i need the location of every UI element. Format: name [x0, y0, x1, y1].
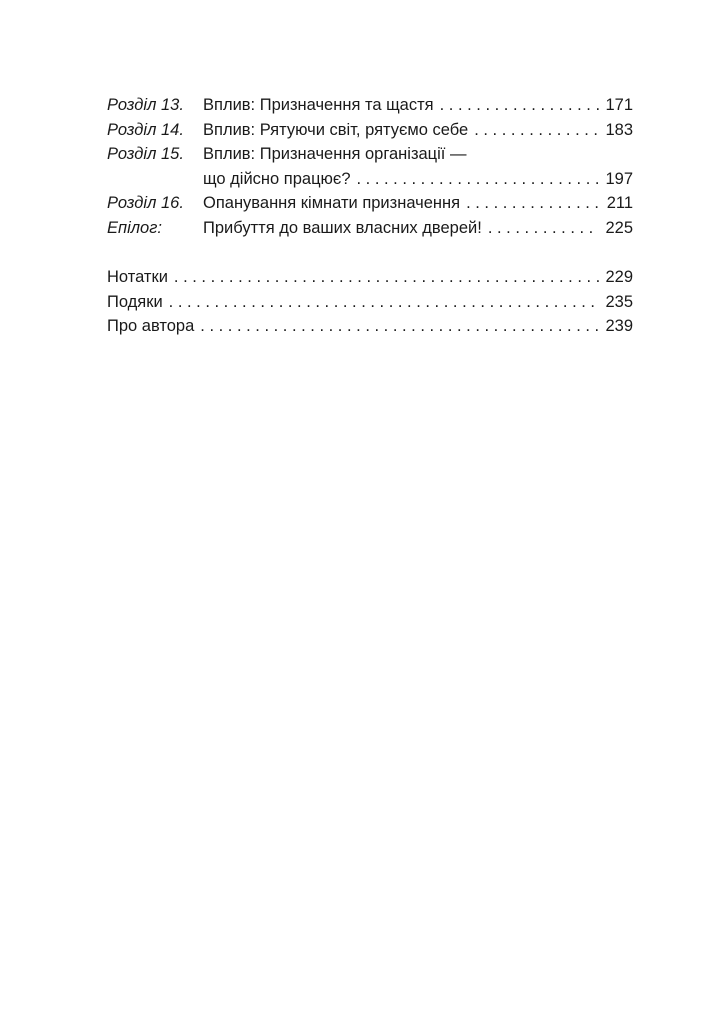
page-number: 229 [605, 268, 633, 286]
toc-entry-chapter-15-continued[interactable] [107, 167, 633, 192]
chapter-title: Вплив: Рятуючи світ, рятуємо себе [203, 120, 469, 139]
dot-leader [474, 118, 599, 143]
toc-entry-epilogue[interactable] [107, 216, 633, 241]
toc-entry-notes[interactable] [107, 265, 633, 290]
dot-leader [174, 265, 599, 290]
chapter-title: Опанування кімнати призначення [203, 194, 461, 212]
page-number: 235 [605, 292, 633, 311]
page-number: 171 [605, 96, 633, 114]
toc-chapters-list [107, 93, 633, 240]
chapter-title: Вплив: Призначення та щастя [203, 96, 434, 114]
toc-back-matter-list [107, 265, 633, 339]
chapter-label: Епілог: [107, 218, 162, 237]
page-number: 211 [606, 194, 633, 212]
dot-leader [488, 216, 599, 241]
entry-title: Подяки [107, 292, 163, 311]
page-number: 197 [605, 169, 633, 188]
page-number: 225 [605, 218, 633, 237]
chapter-label: Розділ 16. [107, 194, 184, 212]
chapter-label: Розділ 14. [107, 120, 184, 139]
chapter-title-continued: що дійсно працює? [203, 169, 351, 188]
chapter-label: Розділ 15. [107, 145, 184, 163]
toc-entry-chapter-13[interactable] [107, 93, 633, 118]
chapter-title: Вплив: Призначення організації — [203, 145, 467, 163]
dot-leader [357, 167, 600, 192]
dot-leader [200, 314, 599, 339]
chapter-label: Розділ 13. [107, 96, 184, 114]
toc-entry-chapter-14[interactable] [107, 118, 633, 143]
page-number: 183 [605, 120, 633, 139]
dot-leader [466, 191, 599, 216]
toc-entry-chapter-15[interactable] [107, 142, 633, 167]
toc-entry-chapter-16[interactable] [107, 191, 633, 216]
dot-leader [440, 93, 599, 118]
entry-title: Нотатки [107, 268, 168, 286]
entry-title: Про автора [107, 317, 195, 335]
toc-entry-acknowledgements[interactable] [107, 290, 633, 315]
dot-leader [169, 290, 599, 315]
chapter-title: Прибуття до ваших власних дверей! [203, 218, 482, 237]
page-number: 239 [605, 317, 633, 335]
toc-entry-about-author[interactable] [107, 314, 633, 339]
